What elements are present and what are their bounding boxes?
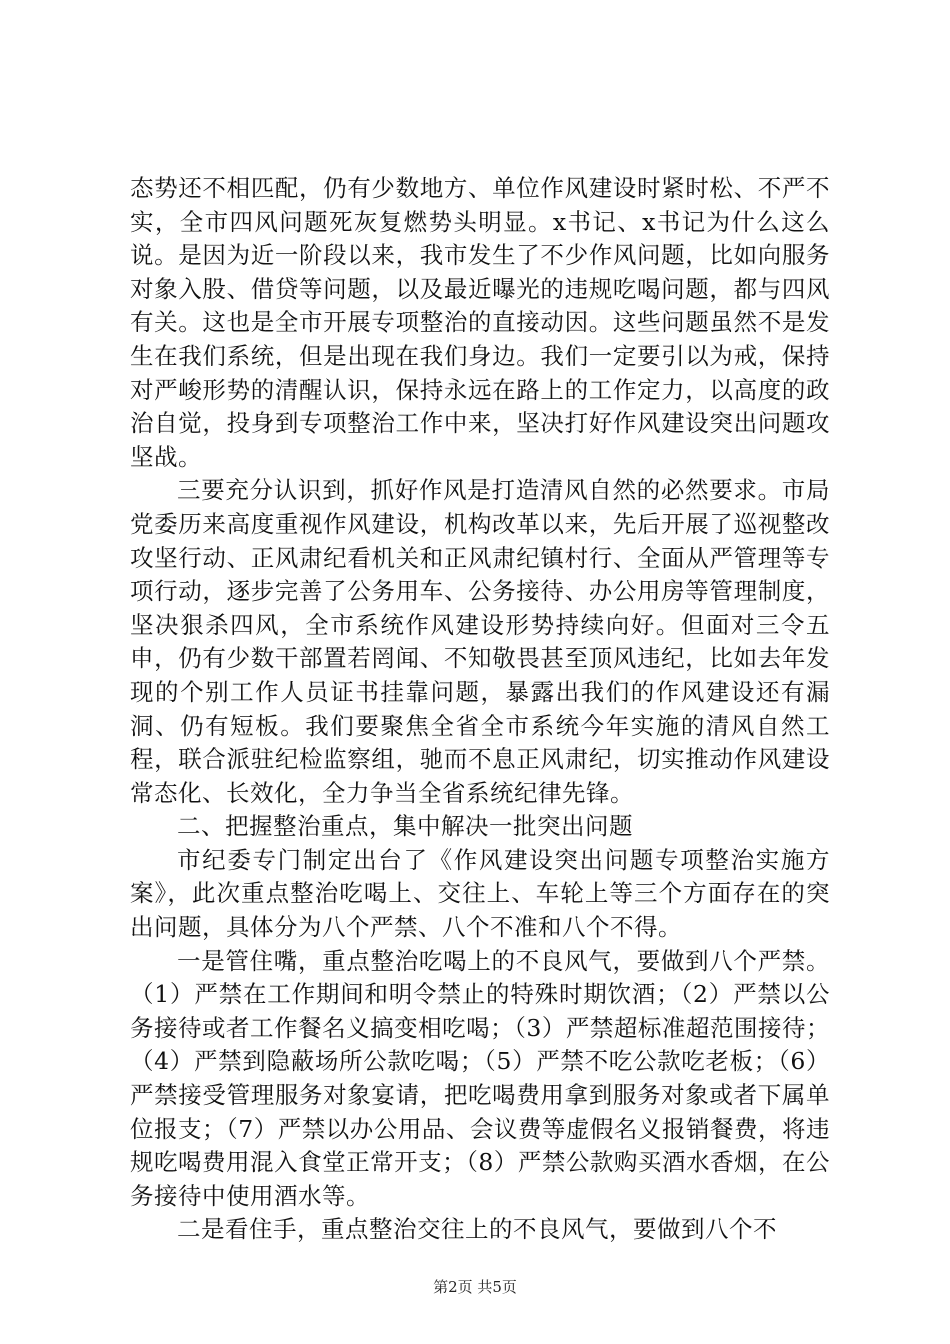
paragraph: 三要充分认识到，抓好作风是打造清风自然的必然要求。市局党委历来高度重视作风建设，机构改革以来，先后开展了巡视整改攻坚行动、正风肃纪看机关和正风肃纪镇村行、全面从严管理等专项行动，逐步完善了公务用车、公务接待、办公用房等管理制度，坚决狠杀四风，全市系统作风建设形势持续向好。但面对三令五申，仍有少数干部置若罔闻、不知敬畏甚至顶风违纪，比如去年发现的个别工作人员证书挂靠问题，暴露出我们的作风建设还有漏洞、仍有短板。我们要聚焦全省全市系统今年实施的清风自然工程，联合派驻纪检监察组，驰而不息正风肃纪，切实推动作风建设常态化、长效化，全力争当全省系统纪律先锋。: [130, 476, 830, 807]
paragraph: 态势还不相匹配，仍有少数地方、单位作风建设时紧时松、不严不实，全市四风问题死灰复燃势头明显。x书记、x书记为什么这么说。是因为近一阶段以来，我市发生了不少作风问题，比如向服务对象入股、借贷等问题，以及最近曝光的违规吃喝问题，都与四风有关。这也是全市开展专项整治的直接动因。这些问题虽然不是发生在我们系统，但是出现在我们身边。我们一定要引以为戒，保持对严峻形势的清醒认识，保持永远在路上的工作定力，以高度的政治自觉，投身到专项整治工作中来，坚决打好作风建设突出问题攻坚战。: [130, 174, 830, 471]
paragraph: 市纪委专门制定出台了《作风建设突出问题专项整治实施方案》，此次重点整治吃喝上、交往上、车轮上等三个方面存在的突出问题，具体分为八个严禁、八个不准和八个不得。: [130, 845, 830, 942]
section-heading: 二、把握整治重点，集中解决一批突出问题: [177, 812, 633, 841]
paragraph: 二是看住手，重点整治交往上的不良风气，要做到八个不: [177, 1215, 777, 1244]
paragraph: 一是管住嘴，重点整治吃喝上的不良风气，要做到八个严禁。（1）严禁在工作期间和明令禁止的特殊时期饮酒；（2）严禁以公务接待或者工作餐名义搞变相吃喝；（3）严禁超标准超范围接待；（4）严禁到隐蔽场所公款吃喝；（5）严禁不吃公款吃老板；（6）严禁接受管理服务对象宴请，把吃喝费用拿到服务对象或者下属单位报支；（7）严禁以办公用品、会议费等虚假名义报销餐费，将违规吃喝费用混入食堂正常开支；（8）严禁公款购买酒水香烟，在公务接待中使用酒水等。: [130, 946, 830, 1210]
page-footer: 第2页 共5页: [433, 1278, 517, 1296]
document-body: [130, 172, 830, 1247]
